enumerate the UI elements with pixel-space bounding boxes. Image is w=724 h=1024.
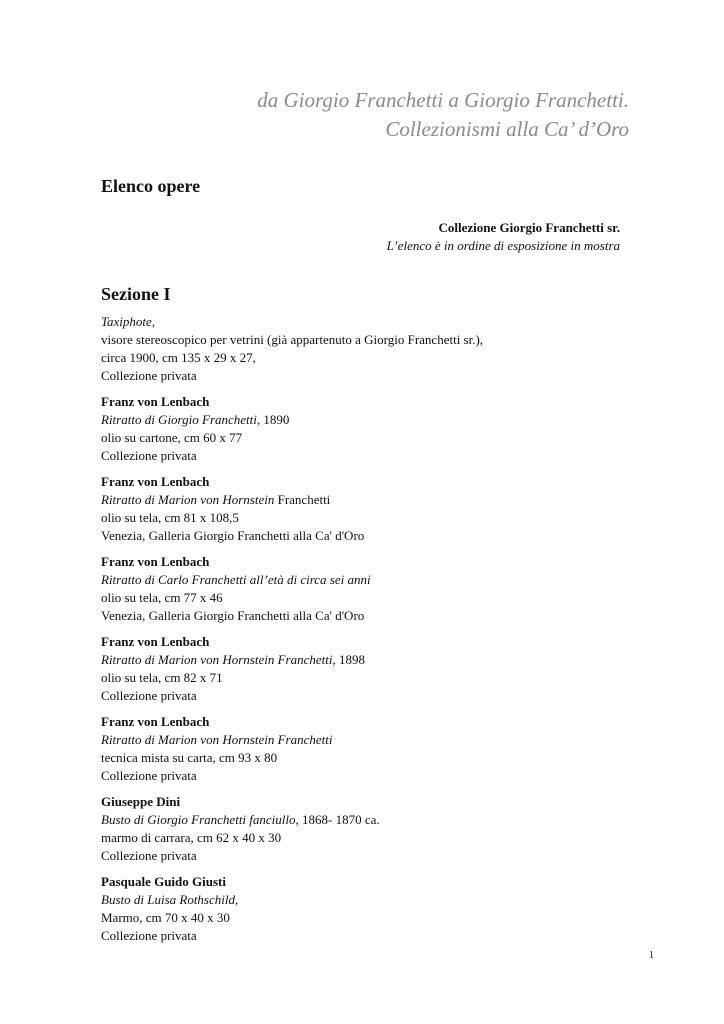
artwork-title: Ritratto di Giorgio Franchetti <box>101 412 257 427</box>
artist-name: Franz von Lenbach <box>101 474 210 489</box>
document-header <box>257 86 629 144</box>
artwork-detail-line: Collezione privata <box>101 928 197 943</box>
artist-name: Pasquale Guido Giusti <box>101 874 226 889</box>
artwork-entry <box>101 473 661 545</box>
collection-name: Collezione Giorgio Franchetti sr. <box>438 220 620 235</box>
artwork-title-suffix: , 1890 <box>256 412 290 427</box>
artwork-detail-line: olio su tela, cm 77 x 46 <box>101 590 223 605</box>
artwork-entry <box>101 633 661 705</box>
artwork-detail-line: olio su tela, cm 82 x 71 <box>101 670 223 685</box>
artist-name: Franz von Lenbach <box>101 394 210 409</box>
artwork-detail-line: Collezione privata <box>101 368 197 383</box>
artwork-title-line <box>101 731 661 749</box>
collection-note: L’elenco è in ordine di esposizione in mostra <box>386 238 620 253</box>
page-number: 1 <box>649 950 654 961</box>
artwork-title-suffix: , 1868- 1870 ca. <box>295 812 380 827</box>
artwork-detail-line: Collezione privata <box>101 688 197 703</box>
artwork-title-line <box>101 891 661 909</box>
artwork-title: Ritratto di Marion von Hornstein Franchetti <box>101 732 333 747</box>
artwork-detail-line: Collezione privata <box>101 848 197 863</box>
artwork-entry <box>101 393 661 465</box>
artwork-title-suffix: , <box>151 314 156 329</box>
artwork-title-line <box>101 313 661 331</box>
artwork-title-line <box>101 651 661 669</box>
artwork-detail-line: Collezione privata <box>101 768 197 783</box>
artwork-detail-line: visore stereoscopico per vetrini (già appartenuto a Giorgio Franchetti sr.), <box>101 332 484 347</box>
artwork-entry <box>101 713 661 785</box>
artwork-title: Taxiphote <box>101 314 152 329</box>
artwork-title: Ritratto di Marion von Hornstein Franchetti <box>101 652 333 667</box>
artwork-detail-line: marmo di carrara, cm 62 x 40 x 30 <box>101 830 282 845</box>
artwork-entry <box>101 873 661 945</box>
artwork-entry <box>101 313 661 385</box>
artwork-detail-line: Collezione privata <box>101 448 197 463</box>
artwork-title: Busto di Giorgio Franchetti fanciullo <box>101 812 296 827</box>
header-title-line-1: da Giorgio Franchetti a Giorgio Franchetti. <box>257 88 629 112</box>
artwork-entry <box>101 553 661 625</box>
elenco-heading: Elenco opere <box>101 176 201 196</box>
section-heading: Sezione I <box>101 284 171 304</box>
artwork-title: Busto di Luisa Rothschild, <box>101 892 239 907</box>
artwork-detail-line: Marmo, cm 70 x 40 x 30 <box>101 910 230 925</box>
artwork-detail-line: circa 1900, cm 135 x 29 x 27, <box>101 350 256 365</box>
artwork-detail-line: Venezia, Galleria Giorgio Franchetti alla Ca' d'Oro <box>101 608 365 623</box>
artist-name: Giuseppe Dini <box>101 794 181 809</box>
artist-name: Franz von Lenbach <box>101 634 210 649</box>
header-title-line-2: Collezionismi alla Ca’ d’Oro <box>385 117 629 141</box>
artwork-title: Ritratto di Marion von Hornstein <box>101 492 275 507</box>
collection-info <box>387 219 620 255</box>
artwork-detail-line: olio su cartone, cm 60 x 77 <box>101 430 243 445</box>
artwork-title-suffix: Franchetti <box>274 492 331 507</box>
artwork-title-suffix: , 1898 <box>332 652 365 667</box>
artwork-entry <box>101 793 661 865</box>
artwork-title-line <box>101 411 661 429</box>
artwork-title: Ritratto di Carlo Franchetti all’età di circa sei anni <box>101 572 371 587</box>
artwork-detail-line: tecnica mista su carta, cm 93 x 80 <box>101 750 278 765</box>
artist-name: Franz von Lenbach <box>101 714 210 729</box>
artwork-list <box>101 313 661 953</box>
artwork-detail-line: Venezia, Galleria Giorgio Franchetti alla Ca' d'Oro <box>101 528 365 543</box>
artwork-title-line <box>101 491 661 509</box>
artwork-detail-line: olio su tela, cm 81 x 108,5 <box>101 510 239 525</box>
artist-name: Franz von Lenbach <box>101 554 210 569</box>
artwork-title-line <box>101 811 661 829</box>
artwork-title-line <box>101 571 661 589</box>
